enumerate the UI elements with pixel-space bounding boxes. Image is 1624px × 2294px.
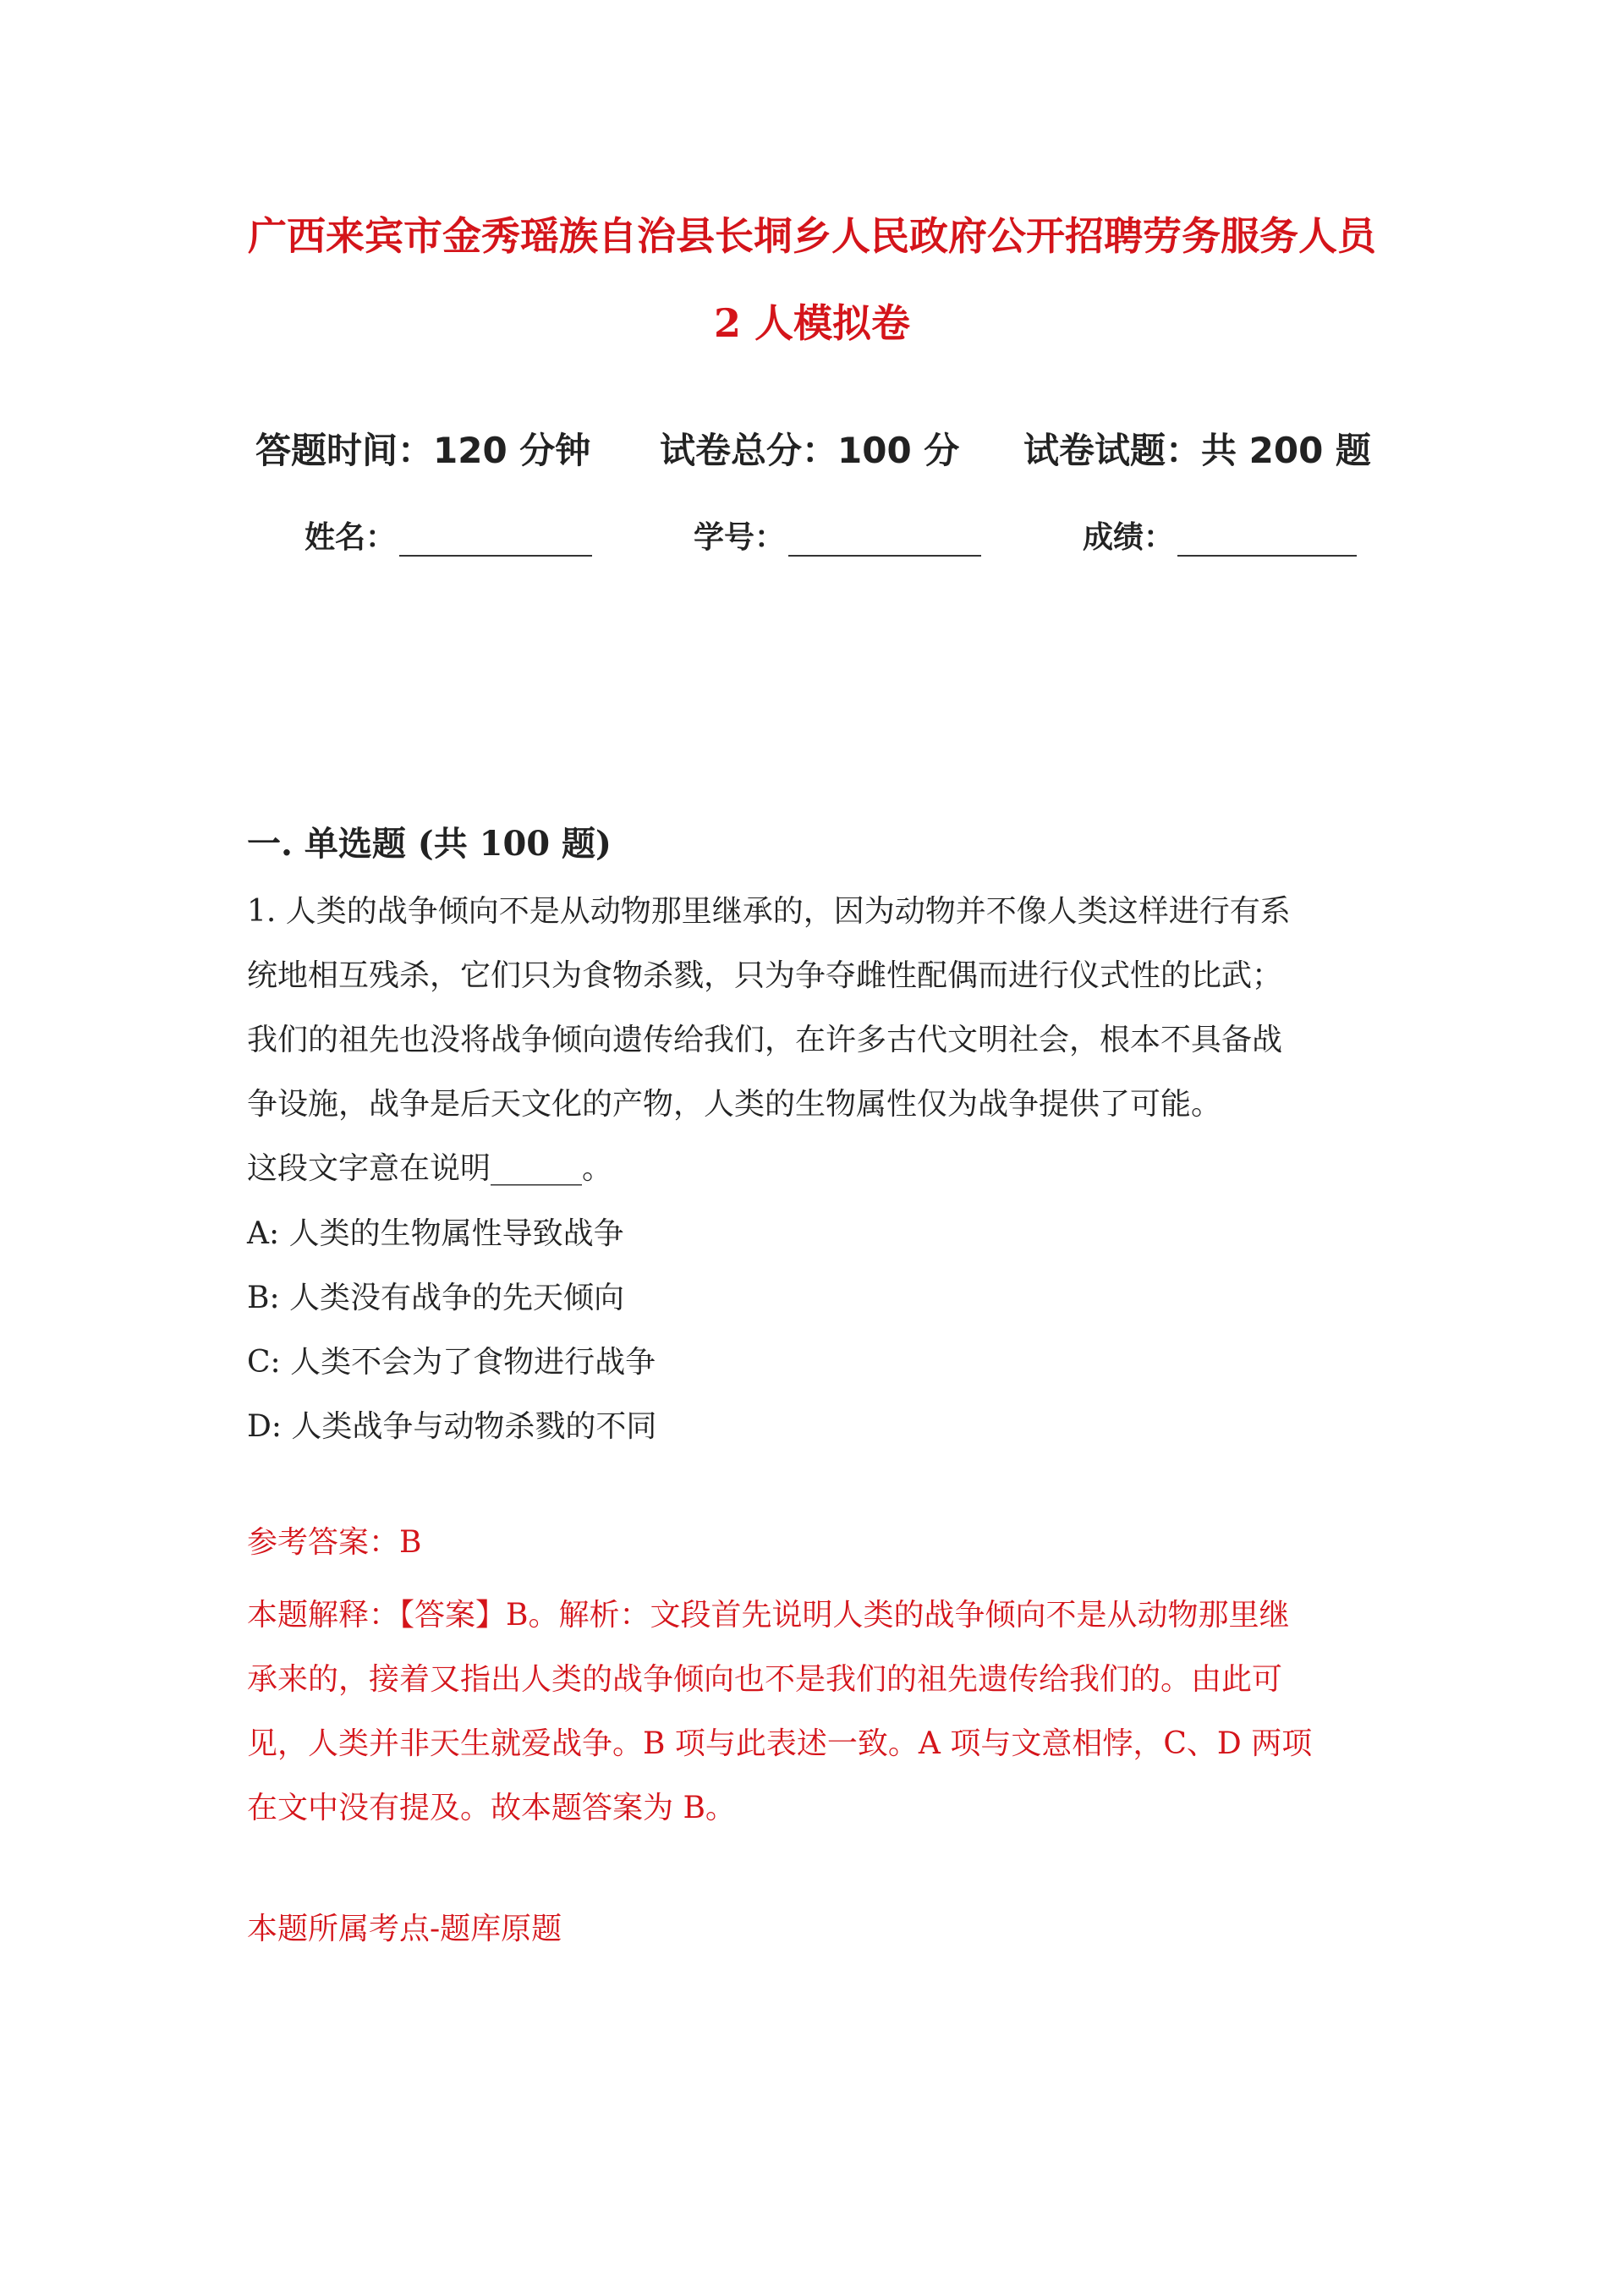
answer-options [247, 1202, 1372, 1459]
score-blank [1177, 521, 1357, 557]
student-id-blank [788, 521, 981, 557]
name-label: 姓名： [304, 520, 397, 555]
question-line: 1. 人类的战争倾向不是从动物那里继承的，因为动物并不像人类这样进行有系 [247, 894, 1291, 929]
explanation-line: 承来的，接着又指出人类的战争倾向也不是我们的祖先遗传给我们的。由此可 [247, 1662, 1283, 1697]
score-label: 成绩： [1083, 520, 1175, 555]
option-b: B: 人类没有战争的先天倾向 [247, 1281, 625, 1315]
exam-title-line-1: 广西来宾市金秀瑶族自治县长垌乡人民政府公开招聘劳务服务人员 [248, 213, 1376, 259]
option-a: A: 人类的生物属性导致战争 [247, 1216, 624, 1251]
score-field [1083, 513, 1357, 557]
explanation-line: 本题解释：【答案】B。解析：文段首先说明人类的战争倾向不是从动物那里继 [247, 1598, 1290, 1633]
name-field [304, 513, 592, 557]
question-line: 统地相互残杀，它们只为食物杀戮，只为争夺雌性配偶而进行仪式性的比武； [247, 958, 1283, 993]
exam-question-count: 试卷试题：共 200 题 [1023, 430, 1371, 471]
exam-meta-row [245, 423, 1379, 474]
student-id-field [694, 513, 981, 557]
option-c: C: 人类不会为了食物进行战争 [247, 1345, 656, 1380]
question-line: 争设施，战争是后天文化的产物，人类的生物属性仅为战争提供了可能。 [247, 1087, 1222, 1122]
exam-total-score: 试卷总分：100 分 [660, 430, 960, 471]
student-id-label: 学号： [694, 520, 786, 555]
question-text [247, 880, 1372, 1201]
section-title: 一. 单选题 (共 100 题) [247, 824, 612, 864]
question-prompt: 这段文字意在说明______。 [247, 1151, 613, 1186]
option-d: D: 人类战争与动物杀戮的不同 [247, 1409, 657, 1444]
answer-explanation [247, 1583, 1372, 1841]
explanation-line: 见，人类并非天生就爱战争。B 项与此表述一致。A 项与文意相悖，C、D 两项 [247, 1726, 1313, 1761]
explanation-line: 在文中没有提及。故本题答案为 B。 [247, 1791, 736, 1825]
reference-answer: 参考答案：B [247, 1525, 422, 1560]
exam-title-line-2: 2 人模拟卷 [713, 300, 911, 346]
knowledge-point: 本题所属考点-题库原题 [247, 1912, 562, 1946]
exam-time: 答题时间：120 分钟 [255, 430, 591, 471]
student-info-row [304, 513, 1370, 564]
question-line: 我们的祖先也没将战争倾向遗传给我们，在许多古代文明社会，根本不具备战 [247, 1023, 1283, 1057]
name-blank [399, 521, 592, 557]
